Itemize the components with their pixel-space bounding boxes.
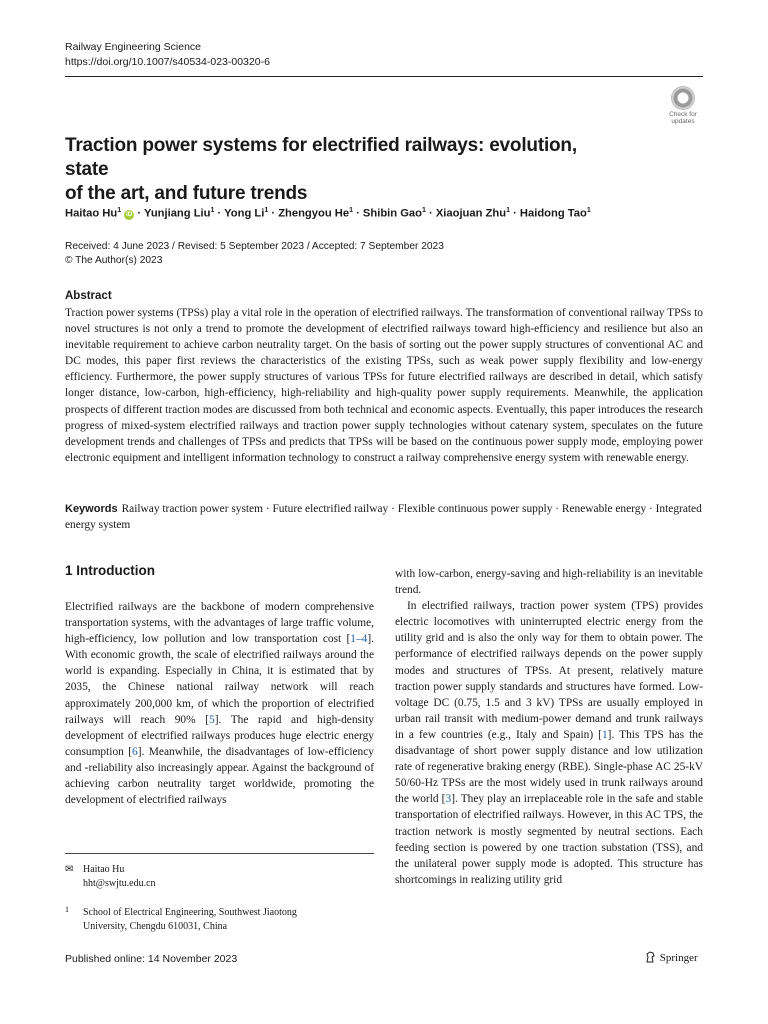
intro-paragraph-1 [65,599,374,808]
affiliation-line-2: University, Chengdu 610031, China [83,921,228,932]
author-affiliation-sup: 1 [421,207,426,214]
author-separator: · [425,207,436,220]
header-rule [65,76,703,77]
journal-name: Railway Engineering Science [65,41,201,53]
citation-link[interactable]: 1 [601,728,608,741]
footnote-rule [65,853,374,854]
affiliation-number: 1 [65,905,69,914]
citation-link[interactable]: 6 [132,745,138,758]
author-separator: · [268,207,279,220]
citation-link[interactable]: 5 [209,713,215,726]
author-name[interactable]: Haidong Tao [519,207,587,220]
author-name[interactable]: Haitao Hu [65,207,118,220]
publisher-logo [645,951,698,964]
check-updates-text: Check for updates [669,111,697,125]
author-name[interactable]: Shibin Gao [362,207,422,220]
body-column-left [65,599,374,808]
envelope-icon: ✉ [65,864,74,875]
section-heading-introduction: 1 Introduction [65,563,155,578]
copyright: © The Author(s) 2023 [65,255,163,266]
citation-link[interactable]: 1–4 [350,633,368,646]
author-name[interactable]: Yong Li [224,207,265,220]
intro-paragraph-1-continued: with low-carbon, energy-saving and high-reliability is an inevitable trend. [395,568,703,597]
paragraph-text: ]. Meanwhile, the disadvantages of low-efficiency and -reliability also increasingly appear. Against the background of achieving carbon neutrality target worldwide, promoting the development of electrified railways [65,745,374,807]
author-affiliation-sup: 1 [264,207,269,214]
body-column-right [395,566,703,888]
author-affiliation-sup: 1 [117,207,122,214]
paragraph-text: In electrified railways, traction power system (TPS) provides electric locomotives with uninterrupted electric energy from the utility grid and is also the only way for them to obtain power. The performance of electrified railways depends on the power supply modes and structures of TPSs. At present, relatively mature traction power supply standards and structures have formed. Low-voltage DC (0.75, 1.5 and 3 kV) TPSs are usually employed in urban rail transit with medium-power demand and trunk railways in a few countries (e.g., Italy and Spain) [ [395,600,703,741]
author-name[interactable]: Xiaojuan Zhu [435,207,507,220]
author-separator: · [509,207,520,220]
paragraph-text: ]. This TPS has the disadvantage of short power supply distance and low utilization rate of regenerative braking energy (RBE). Single-phase AC 25-kV 50/60-Hz TPSs are the most widely used in trunk railways around the world [ [395,728,703,806]
paragraph-text: ]. The rapid and high-density development of electrified railways produces huge electric energy consumption [ [65,713,374,758]
paragraph-text: ]. With economic growth, the scale of electrified railways around the world is expanding. Especially in China, it is estimated that by 2035, the Chinese national railway network will reach approximately 200,000 km, of which the proportion of electrified railways will reach 90% [ [65,633,374,726]
author-affiliation-sup: 1 [349,207,353,214]
keywords-label: Keywords [65,503,118,515]
article-dates [65,240,444,268]
journal-header [65,40,270,70]
citation-link[interactable]: 3 [445,793,452,806]
author-separator: · [352,207,363,220]
check-updates-icon [671,86,695,110]
check-for-updates-badge[interactable] [664,86,702,124]
history-dates: Received: 4 June 2023 / Revised: 5 September 2023 / Accepted: 7 September 2023 [65,241,444,252]
doi-link[interactable]: https://doi.org/10.1007/s40534-023-00320-6 [65,56,270,68]
author-name[interactable]: Yunjiang Liu [143,207,211,220]
paragraph-text: ]. They play an irreplaceable role in the safe and stable transportation of electrified railways. However, in this AC TPS, the traction network is mostly segmented by neutral sections. Each feeding section is powered by one traction substation (TSS), and the unilateral power supply mode is adopted. This structure has shortcomings in realizing utility grid [395,793,703,886]
corresponding-author [65,863,156,891]
affiliation-line-1: School of Electrical Engineering, Southwest Jiaotong [83,907,297,918]
publisher-name: Springer [659,952,698,964]
keywords [65,501,703,533]
author-affiliation-sup: 1 [210,207,215,214]
intro-paragraph-2 [395,598,703,888]
paragraph-text: Electrified railways are the backbone of modern comprehensive transportation systems, with the advantages of large traffic volume, high-efficiency, low pollution and low transportation cost [ [65,601,374,646]
affiliation [65,903,297,934]
published-date: Published online: 14 November 2023 [65,953,238,965]
springer-horse-icon [645,951,657,963]
author-separator: · [134,207,144,220]
author-list [65,203,705,222]
author-affiliation-sup: 1 [506,207,510,214]
corresponding-email[interactable]: hht@swjtu.edu.cn [83,878,156,889]
abstract-heading: Abstract [65,290,112,302]
orcid-icon[interactable]: iD [125,210,133,218]
author-name[interactable]: Zhengyou He [278,207,350,220]
author-separator: · [214,207,225,220]
keywords-text: Railway traction power system · Future electrified railway · Flexible continuous power supply · Renewable energy · Integrated energy system [65,503,702,531]
article-title: Traction power systems for electrified railways: evolution, state of the art, and future trends [65,135,577,204]
abstract-text: Traction power systems (TPSs) play a vital role in the operation of electrified railways. The transformation of conventional railway TPSs to novel structures is not only a trend to promote the development of electrified railways toward high-efficiency and resilience but also an inevitable requirement to achieve carbon neutrality target. On the basis of sorting out the power supply structures of conventional AC and DC modes, this paper first reviews the characteristics of the existing TPSs, such as weak power supply flexibility and low-energy efficiency. Furthermore, the power supply structures of various TPSs for future electrified railways are described in detail, which satisfy longer distance, low-carbon, high-efficiency, high-reliability and high-quality power supply requirements. Meanwhile, the application prospects of different traction modes are discussed from both technical and economic aspects. Eventually, this paper introduces the research progress of mixed-system electrified railways and traction power supply technologies without catenary system, speculates on the future development trends and challenges of TPSs and predicts that TPSs will be based on the continuous power supply mode, employing power electronic equipment and intelligent information technology to construct a railway comprehensive energy system with renewable energy. [65,307,703,464]
author-affiliation-sup: 1 [586,207,591,214]
corresponding-name: Haitao Hu [83,864,125,875]
